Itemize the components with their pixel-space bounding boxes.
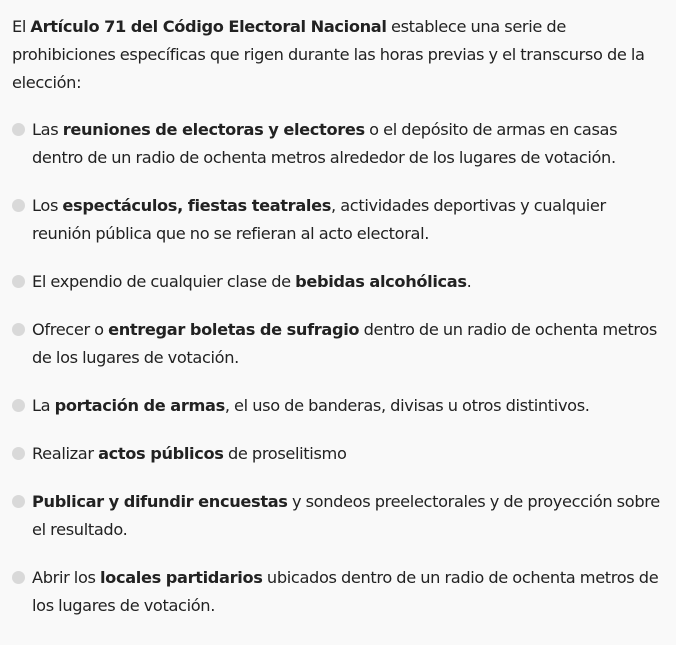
bullet-icon bbox=[12, 199, 25, 212]
bullet-icon bbox=[12, 323, 25, 336]
bullet-icon bbox=[12, 123, 25, 136]
intro-suffix: establece una serie de prohibiciones específicas que rigen durante las horas previas y el transcurso de la elección: bbox=[12, 17, 645, 92]
list-item: La portación de armas, el uso de banderas, divisas u otros distintivos. bbox=[12, 392, 662, 420]
bullet-icon bbox=[12, 399, 25, 412]
list-item: Ofrecer o entregar boletas de sufragio dentro de un radio de ochenta metros de los lugares de votación. bbox=[12, 316, 662, 372]
law-reference: Artículo 71 del Código Electoral Nacional bbox=[30, 17, 387, 36]
list-item: Abrir los locales partidarios ubicados dentro de un radio de ochenta metros de los lugares de votación. bbox=[12, 564, 662, 620]
list-item: El expendio de cualquier clase de bebidas alcohólicas. bbox=[12, 268, 662, 296]
bullet-icon bbox=[12, 571, 25, 584]
list-item: Realizar actos públicos de proselitismo bbox=[12, 440, 662, 468]
bullet-icon bbox=[12, 447, 25, 460]
intro-prefix: El bbox=[12, 17, 31, 36]
prohibitions-list bbox=[12, 116, 676, 620]
bullet-icon bbox=[12, 275, 25, 288]
list-item: Los espectáculos, fiestas teatrales, actividades deportivas y cualquier reunión pública que no se refieran al acto electoral. bbox=[12, 192, 662, 248]
list-item: Publicar y difundir encuestas y sondeos preelectorales y de proyección sobre el resultado. bbox=[12, 488, 662, 544]
list-item: Las reuniones de electoras y electores o el depósito de armas en casas dentro de un radio de ochenta metros alrededor de los lugares de votación. bbox=[12, 116, 662, 172]
intro-paragraph bbox=[12, 13, 652, 97]
bullet-icon bbox=[12, 495, 25, 508]
